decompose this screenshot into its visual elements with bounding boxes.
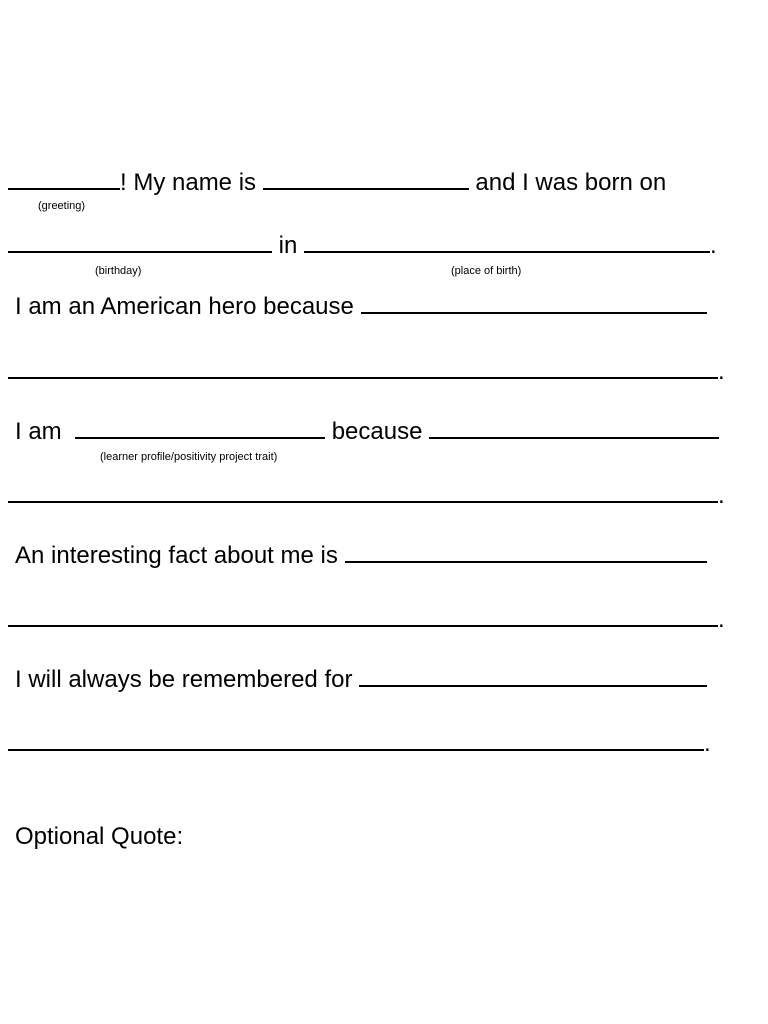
trait-blank[interactable] xyxy=(75,415,325,439)
trait-sentence xyxy=(15,415,719,446)
place-of-birth-blank[interactable] xyxy=(304,229,710,253)
name-blank[interactable] xyxy=(263,166,469,190)
fact-blank[interactable] xyxy=(345,539,707,563)
place-of-birth-caption: (place of birth) xyxy=(451,265,522,277)
hero-sentence xyxy=(15,290,707,321)
born-on-text: and I was born on xyxy=(475,169,667,196)
hero-reason-blank[interactable] xyxy=(361,290,707,314)
remembered-blank[interactable] xyxy=(359,663,707,687)
my-name-is-text: ! My name is xyxy=(120,169,257,196)
remembered-sentence xyxy=(15,663,707,694)
fact-prompt: An interesting fact about me is xyxy=(15,542,338,569)
hero-reason-blank-2[interactable] xyxy=(8,355,718,379)
fact-sentence xyxy=(15,539,707,570)
optional-quote-label: Optional Quote: xyxy=(15,823,184,850)
period: . xyxy=(718,606,725,633)
hero-prompt: I am an American hero because xyxy=(15,293,354,320)
i-am-text: I am xyxy=(15,418,62,445)
birth-sentence xyxy=(8,229,717,260)
remembered-prompt: I will always be remembered for xyxy=(15,666,353,693)
remembered-blank-2[interactable] xyxy=(8,727,704,751)
greeting-sentence xyxy=(8,166,666,197)
birthday-caption: (birthday) xyxy=(95,265,142,277)
period: . xyxy=(718,482,725,509)
fact-blank-2[interactable] xyxy=(8,603,718,627)
hero-continuation xyxy=(8,355,725,386)
birthday-blank[interactable] xyxy=(8,229,272,253)
greeting-blank[interactable] xyxy=(8,166,120,190)
because-text: because xyxy=(331,418,423,445)
greeting-caption: (greeting) xyxy=(38,200,86,212)
trait-reason-blank-2[interactable] xyxy=(8,479,718,503)
period: . xyxy=(718,358,725,385)
trait-continuation xyxy=(8,479,725,510)
in-text: in xyxy=(278,232,298,259)
trait-reason-blank[interactable] xyxy=(429,415,719,439)
period: . xyxy=(710,232,717,259)
trait-caption: (learner profile/positivity project trait) xyxy=(100,451,278,463)
period: . xyxy=(704,730,711,757)
fact-continuation xyxy=(8,603,725,634)
remembered-continuation xyxy=(8,727,711,758)
